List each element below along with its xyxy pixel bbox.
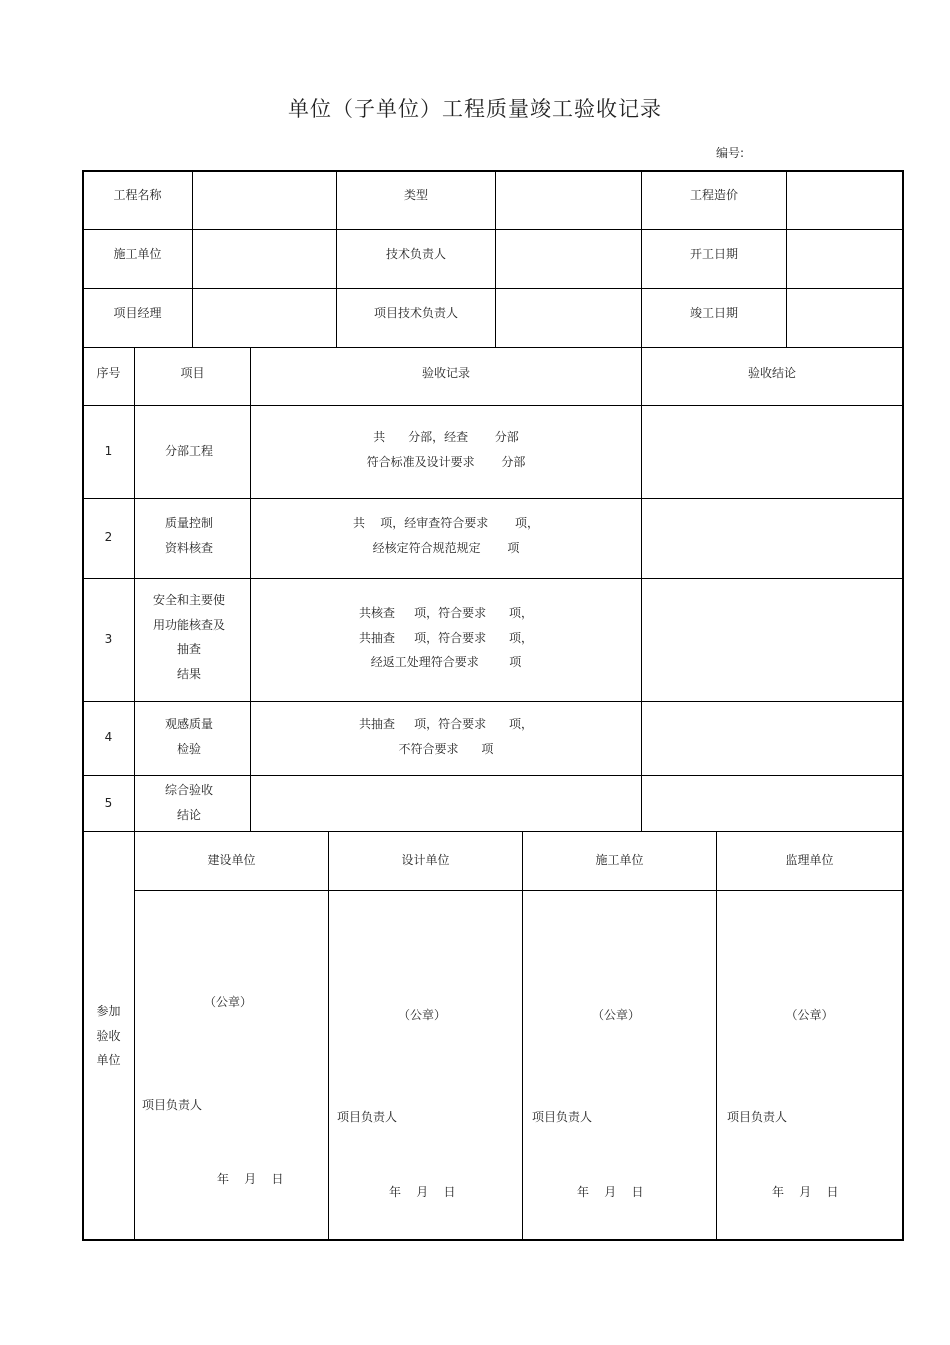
row-5-item: 综合验收 结论 bbox=[164, 783, 213, 822]
unit-2-seal: （公章） bbox=[397, 1008, 446, 1022]
row-2-seq: 2 bbox=[104, 530, 113, 544]
row-4-seq: 4 bbox=[104, 730, 113, 744]
page-title: 单位（子单位）工程质量竣工验收记录 bbox=[288, 97, 662, 121]
row-1-item: 分部工程 bbox=[164, 444, 213, 458]
label-project-tech-lead: 项目技术负责人 bbox=[373, 306, 458, 320]
unit-3-date: 年 月 日 bbox=[577, 1185, 644, 1199]
unit-4-seal: （公章） bbox=[785, 1008, 834, 1022]
unit-1-date: 年 月 日 bbox=[217, 1172, 284, 1186]
doc-number-label: 编号: bbox=[716, 146, 745, 160]
label-start-date: 开工日期 bbox=[689, 247, 738, 261]
row-3-record: 共核查 项，符合要求 项， 共抽查 项，符合要求 项， 经返工处理符合要求 项 bbox=[359, 606, 533, 669]
row-5-seq: 5 bbox=[104, 796, 113, 810]
label-completion-date: 竣工日期 bbox=[689, 306, 738, 320]
row-4-item: 观感质量 检验 bbox=[164, 717, 213, 756]
row-3-seq: 3 bbox=[104, 632, 113, 646]
label-tech-lead: 技术负责人 bbox=[385, 247, 446, 261]
column-record: 验收记录 bbox=[421, 366, 470, 380]
row-1-seq: 1 bbox=[104, 444, 113, 458]
unit-4-date: 年 月 日 bbox=[772, 1185, 839, 1199]
unit-2-lead: 项目负责人 bbox=[337, 1110, 398, 1124]
row-2-item: 质量控制 资料核查 bbox=[164, 516, 213, 555]
unit-3-seal: （公章） bbox=[591, 1008, 640, 1022]
label-construction-unit: 施工单位 bbox=[113, 247, 162, 261]
unit-3-lead: 项目负责人 bbox=[532, 1110, 593, 1124]
unit-1-name: 建设单位 bbox=[207, 853, 256, 867]
label-project-manager: 项目经理 bbox=[113, 306, 162, 320]
label-project-name: 工程名称 bbox=[113, 188, 162, 202]
unit-2-date: 年 月 日 bbox=[389, 1185, 456, 1199]
column-conclusion: 验收结论 bbox=[747, 366, 796, 380]
unit-3-name: 施工单位 bbox=[595, 853, 644, 867]
unit-2-name: 设计单位 bbox=[401, 853, 450, 867]
row-2-record: 共 项，经审查符合要求 项， 经核定符合规范规定 项 bbox=[353, 516, 539, 555]
unit-4-lead: 项目负责人 bbox=[727, 1110, 788, 1124]
row-1-record: 共 分部，经查 分部 符合标准及设计要求 分部 bbox=[366, 430, 526, 469]
unit-1-seal: （公章） bbox=[203, 995, 252, 1009]
row-3-item: 安全和主要使 用功能核查及 抽查 结果 bbox=[152, 593, 225, 681]
column-seq: 序号 bbox=[96, 366, 121, 380]
label-project-cost: 工程造价 bbox=[689, 188, 738, 202]
row-4-record: 共抽查 项，符合要求 项， 不符合要求 项 bbox=[359, 717, 533, 756]
label-type: 类型 bbox=[403, 188, 428, 202]
unit-4-name: 监理单位 bbox=[785, 853, 834, 867]
participants-label: 参加 验收 单位 bbox=[96, 1004, 121, 1067]
column-item: 项目 bbox=[180, 366, 205, 380]
unit-1-lead: 项目负责人 bbox=[142, 1098, 203, 1112]
